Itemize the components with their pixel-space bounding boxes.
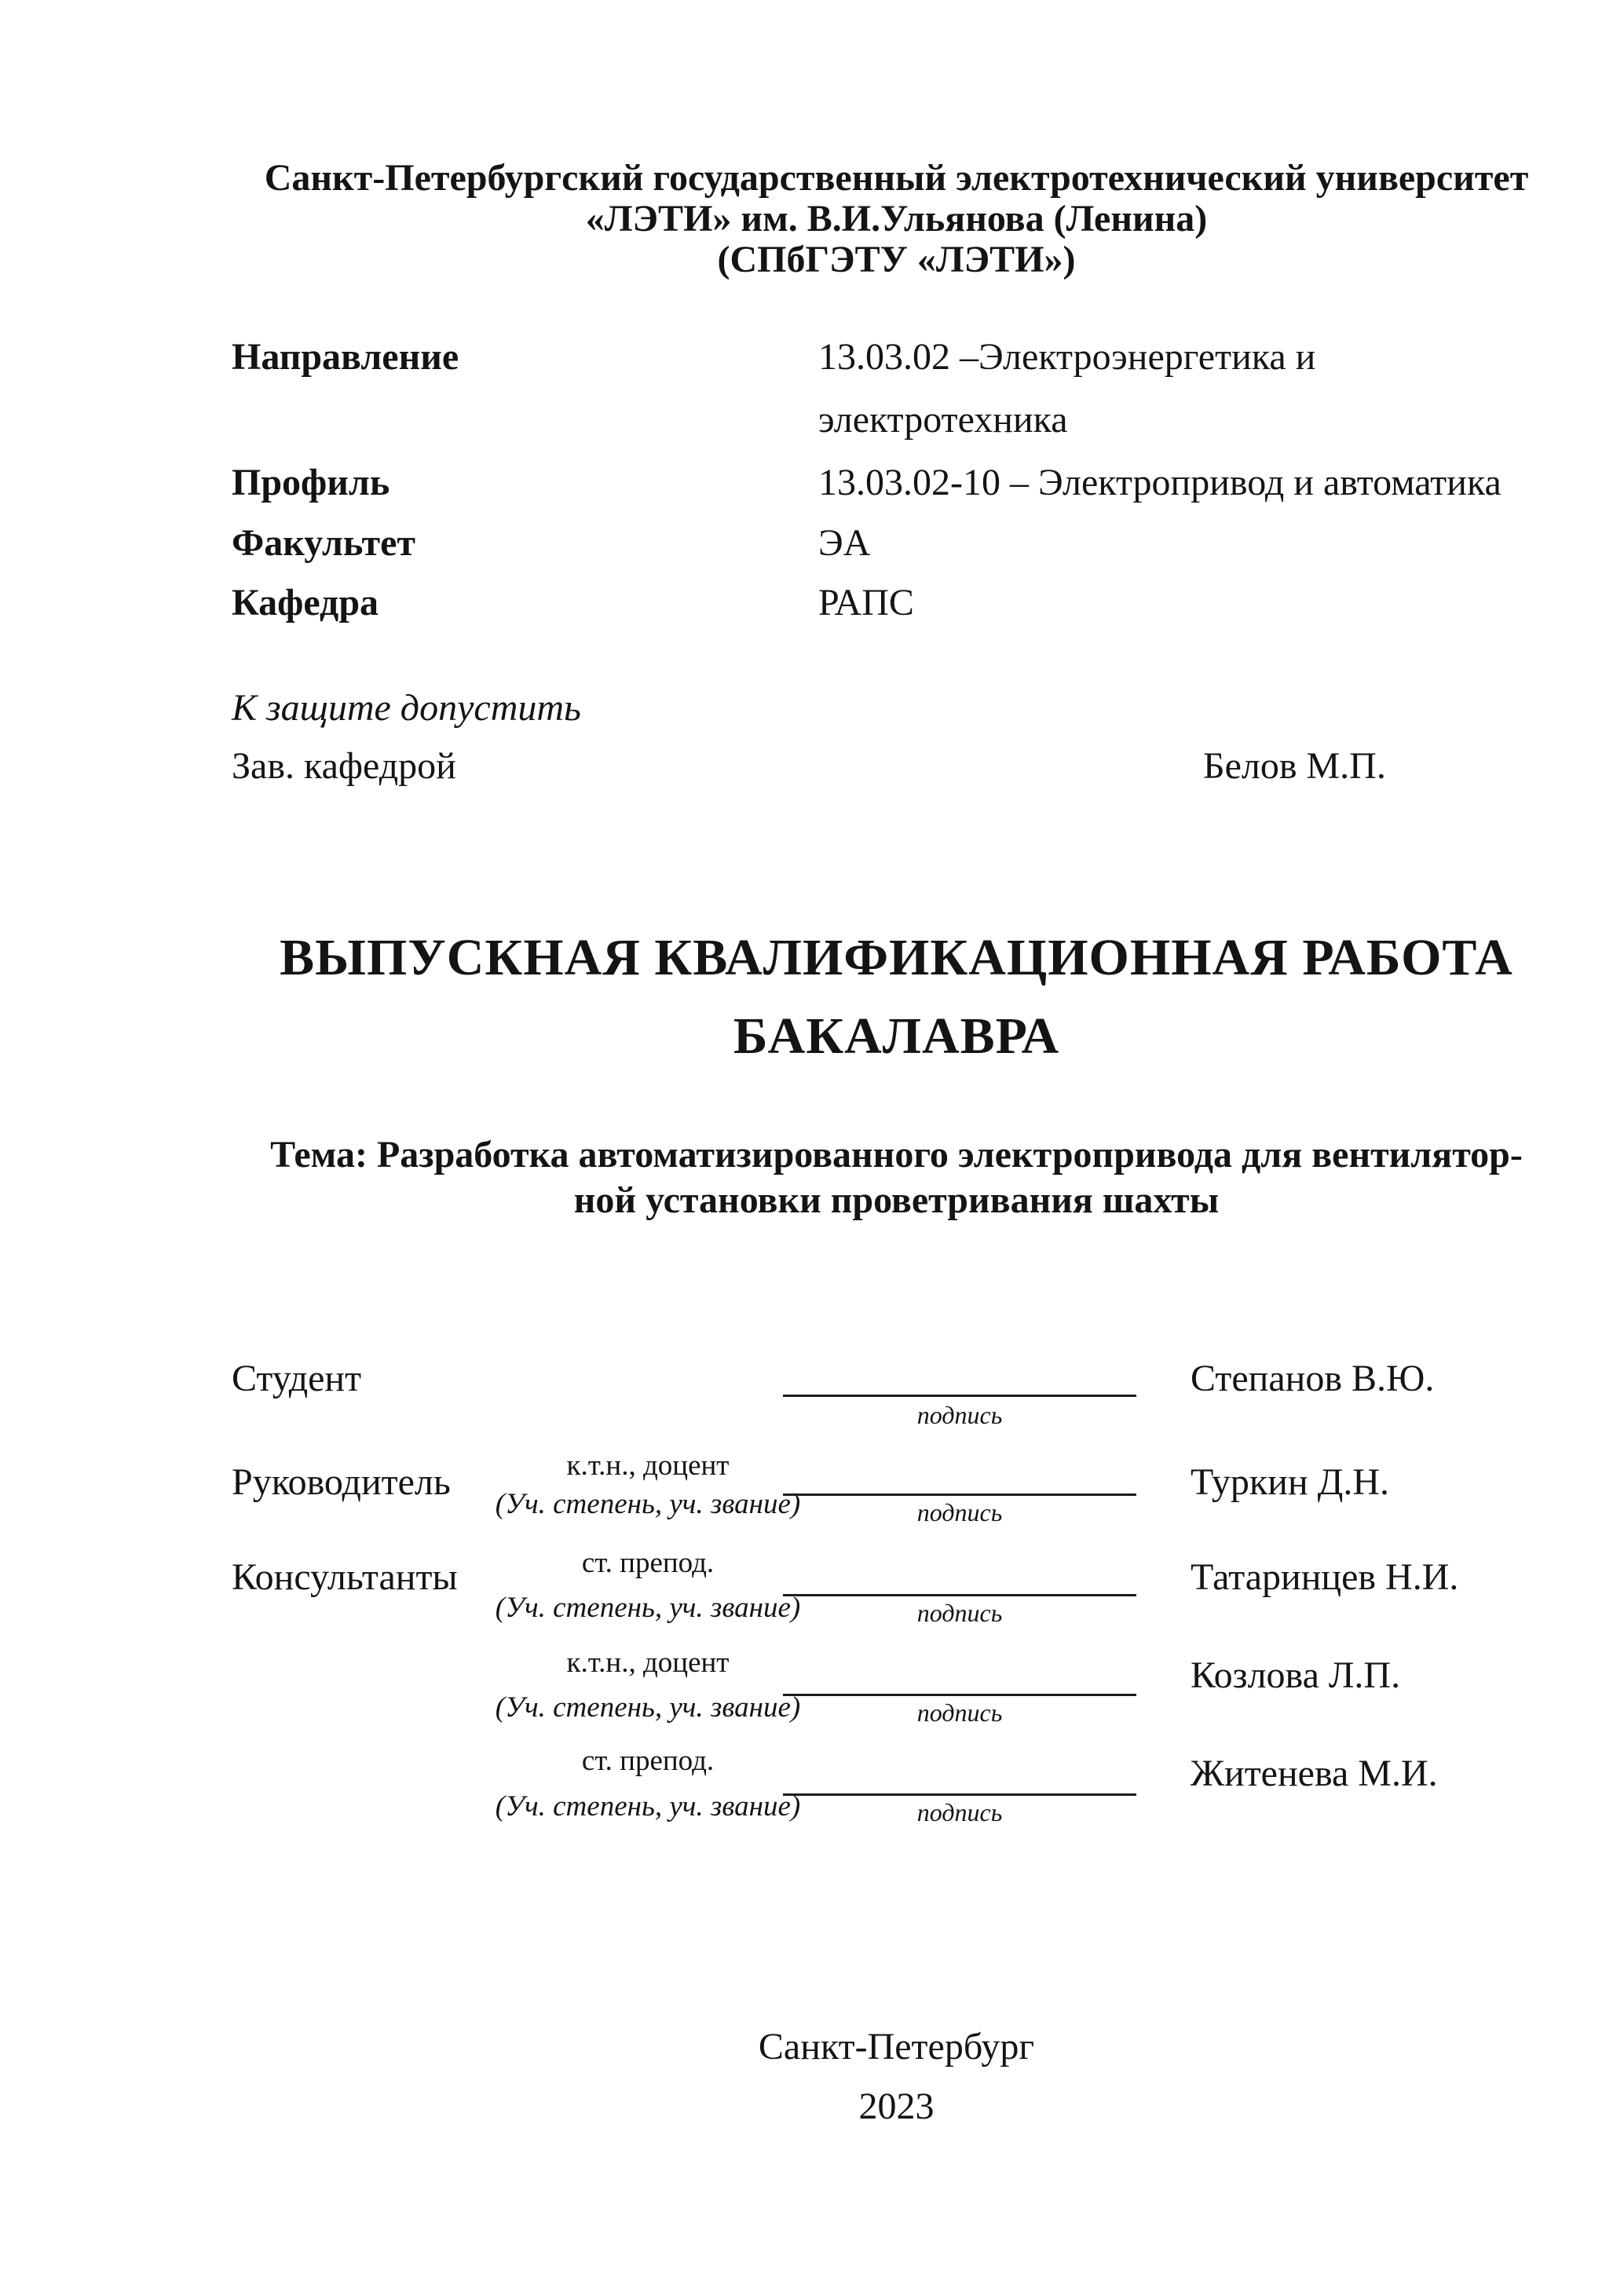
signature-line — [783, 1493, 1136, 1496]
degree-caption: (Уч. степень, уч. звание) — [495, 1592, 801, 1624]
thesis-topic-line2: ной установки проветривания шахты — [573, 1179, 1220, 1221]
university-abbreviation: (СПбГЭТУ «ЛЭТИ») — [717, 239, 1076, 280]
signature-line — [783, 1694, 1136, 1696]
signature-caption: подпись — [916, 1599, 1003, 1627]
signer-name: Житенева М.И. — [1191, 1753, 1438, 1794]
profile-value: 13.03.02-10 – Электропривод и автоматика — [818, 462, 1501, 503]
page-title — [232, 919, 1561, 1076]
degree-caption: (Уч. степень, уч. звание) — [495, 1691, 801, 1724]
footer-year: 2023 — [858, 2086, 935, 2127]
signer-degree: к.т.н., доцент — [566, 1647, 730, 1679]
thesis-topic-line1: Тема: Разработка автоматизированного электропривода для вентилятор- — [270, 1134, 1523, 1175]
signer-name: Степанов В.Ю. — [1191, 1358, 1435, 1399]
faculty-value: ЭА — [818, 522, 871, 564]
signature-line — [783, 1594, 1136, 1596]
department-value: РАПС — [818, 582, 914, 623]
signer-name: Татаринцев Н.И. — [1191, 1556, 1459, 1598]
signer-degree: ст. препод. — [581, 1547, 715, 1579]
signer-name: Туркин Д.Н. — [1191, 1461, 1390, 1503]
signature-caption: подпись — [916, 1498, 1003, 1526]
faculty-label: Факультет — [232, 522, 415, 564]
direction-value-line1: 13.03.02 –Электроэнергетика и — [818, 336, 1316, 378]
page-title-line1: ВЫПУСКНАЯ КВАЛИФИКАЦИОННАЯ РАБОТА — [280, 929, 1513, 986]
profile-label: Профиль — [232, 462, 390, 503]
signature-role-label: Руководитель — [232, 1461, 451, 1503]
department-label: Кафедра — [232, 582, 379, 623]
signature-line — [783, 1395, 1136, 1397]
signer-degree: ст. препод. — [581, 1745, 715, 1777]
footer-city: Санкт-Петербург — [758, 2026, 1035, 2067]
degree-caption: (Уч. степень, уч. звание) — [495, 1790, 801, 1823]
page-title-line2: БАКАЛАВРА — [733, 1007, 1060, 1065]
university-name-line: Санкт-Петербургский государственный электротехнический университет — [264, 157, 1529, 199]
department-head-name: Белов М.П. — [1203, 745, 1386, 787]
university-header — [232, 158, 1561, 280]
department-head-label: Зав. кафедрой — [232, 745, 456, 787]
signer-degree: к.т.н., доцент — [566, 1450, 730, 1482]
signature-caption: подпись — [916, 1798, 1003, 1826]
signature-caption: подпись — [916, 1698, 1003, 1727]
direction-value-line2: электротехника — [818, 399, 1068, 441]
signer-name: Козлова Л.П. — [1191, 1654, 1401, 1696]
signature-caption: подпись — [916, 1401, 1003, 1429]
admission-permit-line: К защите допустить — [232, 687, 581, 729]
university-name-line: «ЛЭТИ» им. В.И.Ульянова (Ленина) — [585, 198, 1208, 239]
degree-caption: (Уч. степень, уч. звание) — [495, 1488, 801, 1520]
signature-role-label: Консультанты — [232, 1556, 458, 1598]
direction-label: Направление — [232, 336, 459, 378]
signature-role-label: Студент — [232, 1358, 362, 1399]
signature-line — [783, 1793, 1136, 1796]
thesis-topic — [232, 1132, 1561, 1223]
